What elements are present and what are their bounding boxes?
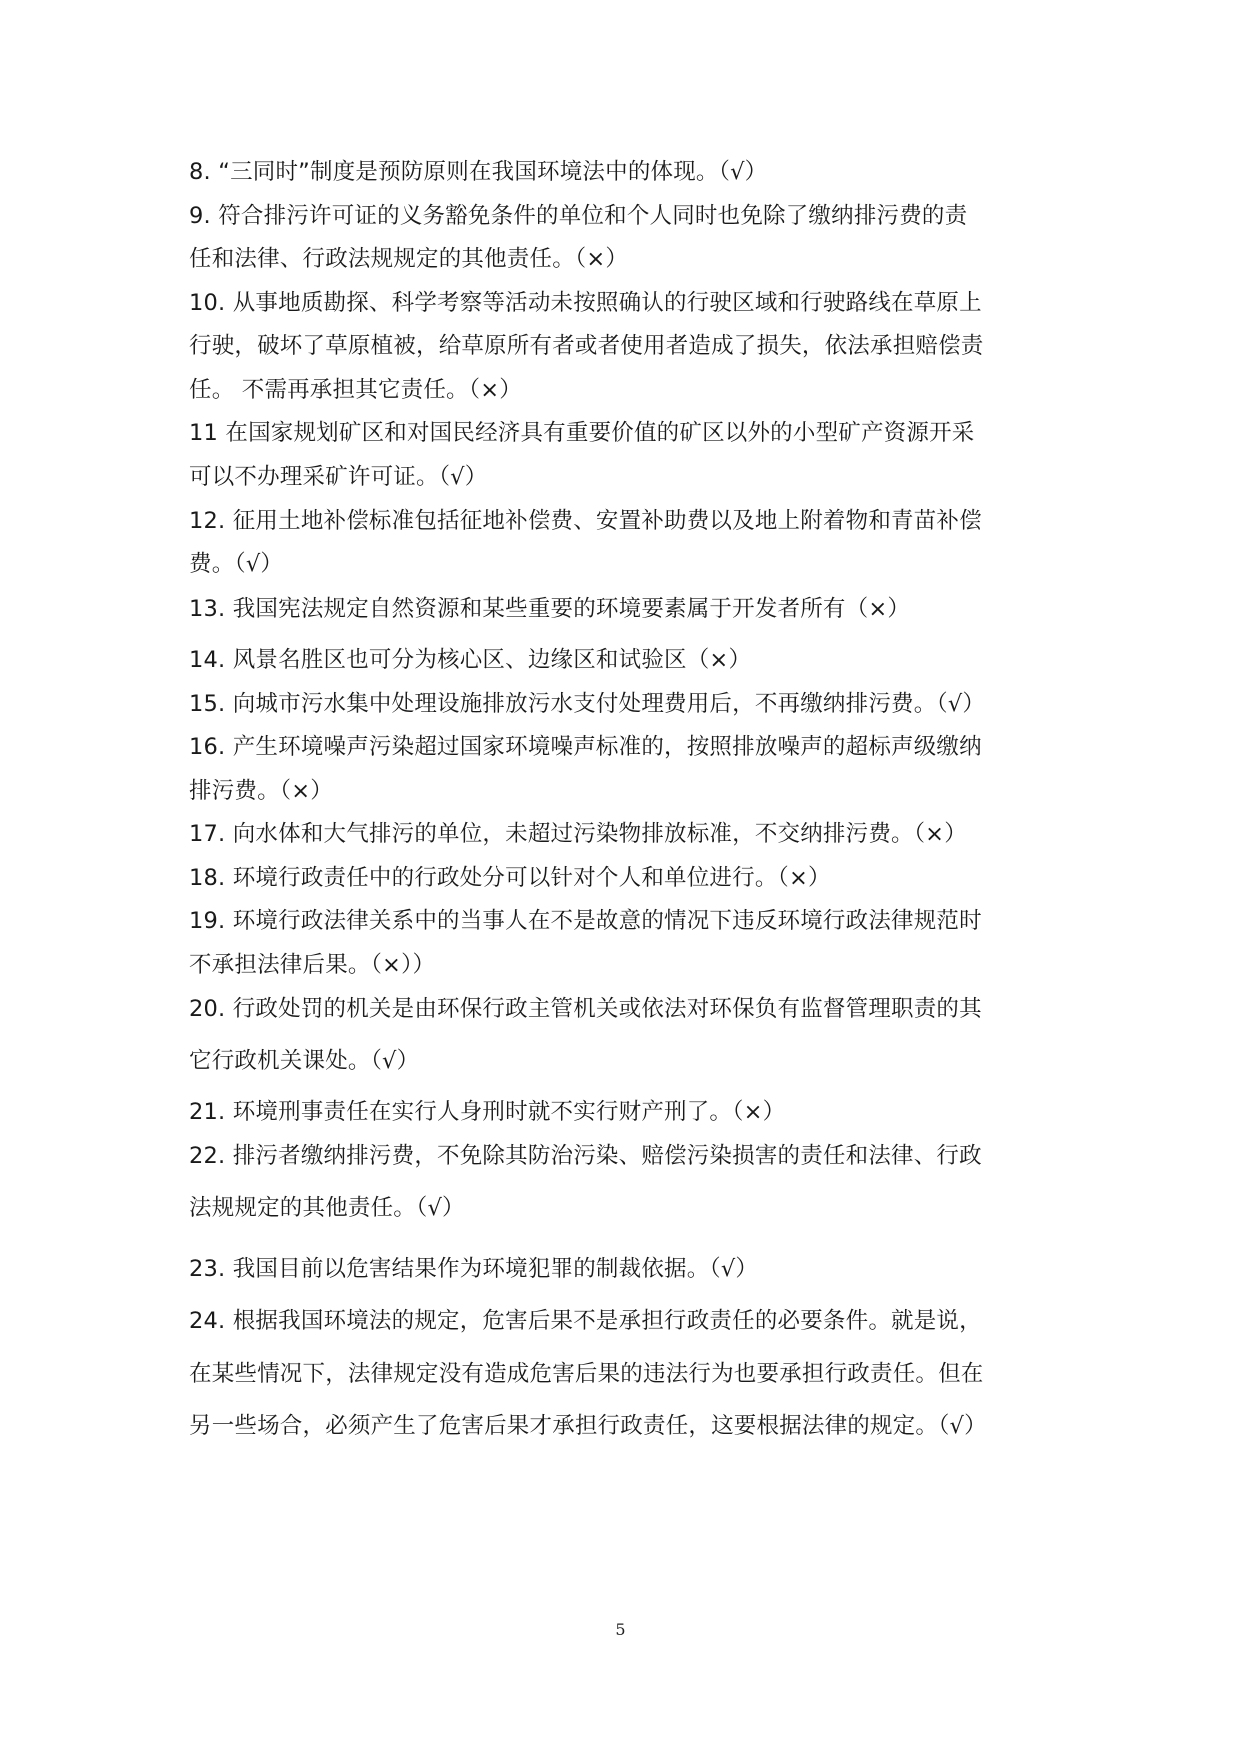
question-9-line-2: 任和法律、行政法规规定的其他责任。（×） — [189, 246, 629, 272]
question-13-line-1: 13. 我国宪法规定自然资源和某些重要的环境要素属于开发者所有（×） — [189, 596, 911, 622]
question-24-line-1: 24. 根据我国环境法的规定，危害后果不是承担行政责任的必要条件。就是说， — [189, 1308, 982, 1334]
question-20-line-2: 它行政机关课处。（√） — [189, 1048, 420, 1074]
question-24-line-3: 另一些场合，必须产生了危害后果才承担行政责任，这要根据法律的规定。（√） — [189, 1413, 987, 1439]
question-10-line-1: 10. 从事地质勘探、科学考察等活动未按照确认的行驶区域和行驶路线在草原上 — [189, 290, 982, 316]
question-21-line-1: 21. 环境刑事责任在实行人身刑时就不实行财产刑了。（×） — [189, 1099, 786, 1125]
question-12-line-1: 12. 征用土地补偿标准包括征地补偿费、安置补助费以及地上附着物和青苗补偿 — [189, 508, 982, 534]
question-16-line-1: 16. 产生环境噪声污染超过国家环境噪声标准的，按照排放噪声的超标声级缴纳 — [189, 734, 982, 760]
question-19-line-2: 不承担法律后果。（×）） — [189, 952, 436, 978]
question-10-line-2: 行驶，破坏了草原植被，给草原所有者或者使用者造成了损失，依法承担赔偿责 — [189, 333, 984, 359]
question-19-line-1: 19. 环境行政法律关系中的当事人在不是故意的情况下违反环境行政法律规范时 — [189, 908, 982, 934]
question-11-line-2: 可以不办理采矿许可证。（√） — [189, 464, 488, 490]
question-9-line-1: 9. 符合排污许可证的义务豁免条件的单位和个人同时也免除了缴纳排污费的责 — [189, 203, 968, 229]
question-22-line-2: 法规规定的其他责任。（√） — [189, 1195, 465, 1221]
question-15-line-1: 15. 向城市污水集中处理设施排放污水支付处理费用后，不再缴纳排污费。（√） — [189, 691, 986, 717]
question-16-line-2: 排污费。（×） — [189, 778, 334, 804]
question-18-line-1: 18. 环境行政责任中的行政处分可以针对个人和单位进行。（×） — [189, 865, 831, 891]
question-17-line-1: 17. 向水体和大气排污的单位，未超过污染物排放标准，不交纳排污费。（×） — [189, 821, 967, 847]
question-20-line-1: 20. 行政处罚的机关是由环保行政主管机关或依法对环保负有监督管理职责的其 — [189, 996, 982, 1022]
question-11-line-1: 11 在国家规划矿区和对国民经济具有重要价值的矿区以外的小型矿产资源开采 — [189, 420, 975, 446]
question-23-line-1: 23. 我国目前以危害结果作为环境犯罪的制裁依据。（√） — [189, 1256, 759, 1282]
question-22-line-1: 22. 排污者缴纳排污费，不免除其防治污染、赔偿污染损害的责任和法律、行政 — [189, 1143, 982, 1169]
question-24-line-2: 在某些情况下，法律规定没有造成危害后果的违法行为也要承担行政责任。但在 — [189, 1361, 984, 1387]
question-8-line-1: 8. “三同时”制度是预防原则在我国环境法中的体现。（√） — [189, 159, 768, 185]
question-10-line-3: 任。 不需再承担其它责任。（×） — [189, 377, 522, 403]
question-12-line-2: 费。（√） — [189, 551, 284, 577]
page-number: 5 — [615, 1620, 626, 1639]
question-14-line-1: 14. 风景名胜区也可分为核心区、边缘区和试验区（×） — [189, 647, 752, 673]
